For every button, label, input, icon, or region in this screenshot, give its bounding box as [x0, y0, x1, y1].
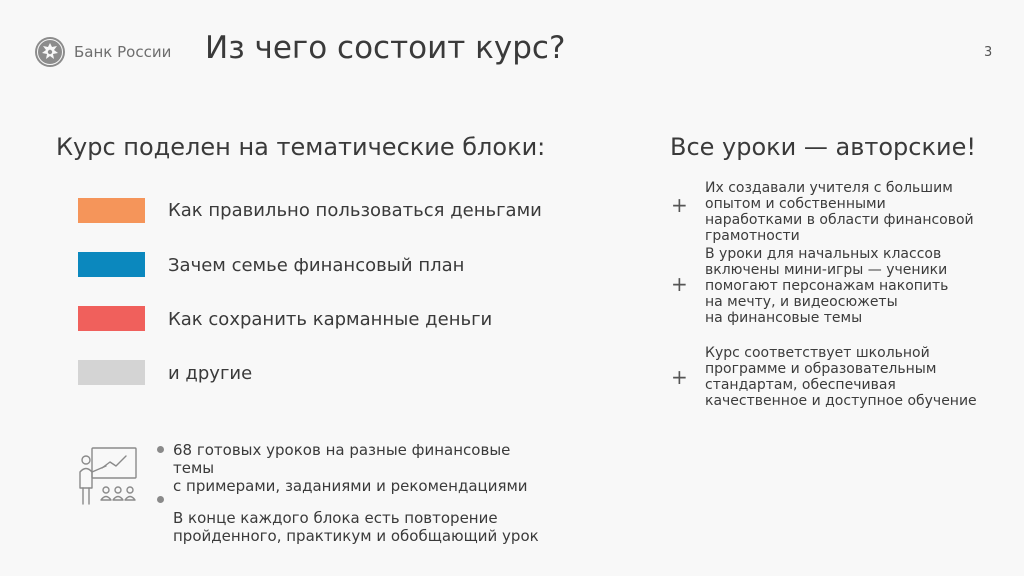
plus-icon: +	[671, 365, 688, 389]
block-label-money-use: Как правильно пользоваться деньгами	[168, 200, 542, 221]
teacher-icon	[76, 446, 142, 506]
bank-logo	[34, 36, 170, 68]
feature-mini-games: В уроки для начальных классов включены мини-игры — ученики помогают персонажам накопить на мечту, и видеосюжеты на финансовые темы	[705, 246, 949, 326]
bullet-review: В конце каждого блока есть повторение пройденного, практикум и обобщающий урок	[173, 509, 539, 545]
block-swatch-blue	[78, 252, 145, 277]
authors-heading: Все уроки — авторские!	[670, 133, 976, 161]
plus-icon: +	[671, 193, 688, 217]
bullet-lessons: 68 готовых уроков на разные финансовые темы с примерами, заданиями и рекомендациями	[173, 441, 528, 495]
feature-authors: Их создавали учителя с большим опытом и собственными наработками в области финансовой грамотности	[705, 180, 974, 244]
bank-name: Банк России	[74, 43, 172, 61]
feature-standards: Курс соответствует школьной программе и образовательным стандартам, обеспечивая качественное и доступное обучение	[705, 345, 977, 409]
page-number: 3	[984, 45, 993, 60]
page-title: Из чего состоит курс?	[205, 30, 566, 66]
bullet-dot	[157, 496, 164, 503]
block-label-others: и другие	[168, 363, 253, 384]
blocks-heading: Курс поделен на тематические блоки:	[56, 133, 546, 161]
bullet-dot	[157, 446, 164, 453]
block-swatch-grey	[78, 360, 145, 385]
block-swatch-orange	[78, 198, 145, 223]
block-label-pocket-money: Как сохранить карманные деньги	[168, 309, 493, 330]
block-swatch-red	[78, 306, 145, 331]
plus-icon: +	[671, 272, 688, 296]
bank-seal-icon	[34, 36, 66, 68]
block-label-family-plan: Зачем семье финансовый план	[168, 255, 465, 276]
